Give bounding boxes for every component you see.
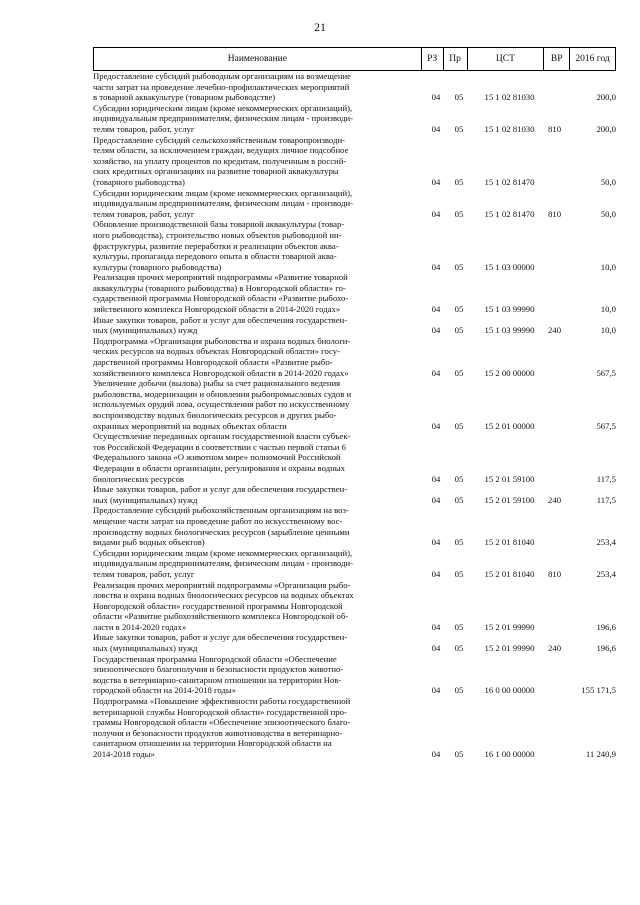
row-rz: 04	[431, 420, 441, 431]
row-name-line: ветеринарной службы Новгородской области» государственной про-	[93, 706, 347, 717]
row-vr: 240	[548, 643, 562, 654]
row-vr	[548, 71, 570, 103]
header-year: 2016 год	[569, 48, 615, 70]
table-row	[93, 315, 616, 336]
row-name-line: телям товаров, работ, услуг	[93, 123, 195, 134]
row-name-line: ласти в 2014-2020 годах»	[93, 621, 187, 632]
row-rz: 04	[431, 367, 441, 378]
table-row	[93, 103, 616, 135]
row-name-line: аквакультуры (товарного рыбоводства) в Новгородской области» го-	[93, 282, 346, 293]
row-sum: 10,0	[600, 304, 616, 315]
row-name-line: Увеличение добычи (вылова) рыбы за счет рационального ведения	[93, 378, 341, 389]
row-name-line: ных (муниципальных) нужд	[93, 494, 198, 505]
row-name-line: Иные закупки товаров, работ и услуг для обеспечения государствен-	[93, 484, 348, 495]
row-rz: 04	[431, 685, 441, 696]
header-vr: ВР	[543, 48, 569, 70]
row-name-line: 2014-2018 годы»	[93, 749, 155, 759]
row-sum: 567,5	[596, 420, 616, 431]
row-name-line: индивидуальным предпринимателям, физическим лицам - производи-	[93, 113, 354, 124]
row-sum: 253,4	[596, 537, 616, 548]
row-name-line: мещение части затрат на проведение работ по искусственному вос-	[93, 515, 343, 526]
row-sum: 567,5	[596, 367, 616, 378]
row-name-line: Подпрограмма «Организация рыболовства и охрана водных биологи-	[93, 335, 351, 346]
row-name-line: биологических ресурсов	[93, 473, 185, 484]
row-name	[93, 654, 425, 696]
row-name-line: производству водных биологических ресурсов (зарыбление ценными	[93, 526, 350, 537]
row-cst: 15 2 01 81040	[484, 537, 535, 548]
row-name-line: области «Развитие рыбохозяйственного комплекса Новгородской об-	[93, 611, 349, 622]
row-name-line: воспроизводству водных биологических ресурсов и других рыбо-	[93, 410, 337, 420]
row-vr	[548, 580, 570, 633]
row-sum: 200,0	[596, 92, 616, 103]
table-row	[93, 188, 616, 220]
header-pr: Пр	[443, 48, 467, 70]
row-cst: 15 2 01 00000	[484, 420, 535, 431]
header-name: Наименование	[227, 54, 287, 64]
row-name-line: Подпрограмма «Повышение эффективности работы государственной	[93, 696, 351, 707]
row-name-line: Субсидии юридическим лицам (кроме некоммерческих организаций),	[93, 547, 353, 558]
row-vr: 810	[548, 208, 562, 219]
row-pr: 05	[454, 92, 464, 103]
row-pr: 05	[454, 367, 464, 378]
row-pr: 05	[454, 643, 464, 654]
row-sum: 50,0	[600, 208, 616, 219]
row-name	[93, 315, 425, 336]
row-name	[93, 272, 425, 314]
row-cst: 15 1 02 81470	[484, 208, 535, 219]
row-name-line: санитарном отношении на территории Новгородской области на	[93, 738, 332, 749]
row-vr	[548, 431, 570, 484]
row-name-line: хозяйственного комплекса Новгородской области в 2014-2020 годах»	[93, 367, 349, 378]
row-name-line: Реализация прочих мероприятий подпрограммы «Организация рыбо-	[93, 579, 351, 590]
table-row	[93, 71, 616, 103]
row-vr	[548, 135, 570, 188]
table-body	[93, 71, 616, 760]
row-name-line: индивидуальным предпринимателям, физическим лицам - производи-	[93, 558, 354, 569]
row-rz: 04	[431, 643, 441, 654]
row-name-line: культуры (товарного рыбоводства)	[93, 261, 222, 272]
table-row	[93, 696, 616, 760]
row-rz: 04	[431, 304, 441, 315]
table-row	[93, 135, 616, 188]
page-number: 21	[314, 20, 326, 34]
row-name	[93, 548, 425, 580]
row-rz: 04	[431, 176, 441, 187]
row-name-line: Осуществление переданных органам государственной власти субъек-	[93, 431, 351, 442]
row-name-line: ловства и охрана водных биологических ресурсов на водных объектах	[93, 590, 354, 601]
row-name-line: видами рыб водных объектов)	[93, 537, 205, 548]
row-name-line: граммы Новгородской области «Обеспечение эпизоотического благо-	[93, 717, 351, 728]
row-name-line: тов Российской Федерации в соответствии с частью первой статьи 6	[93, 441, 346, 452]
row-cst: 15 1 03 99990	[484, 304, 535, 315]
row-name-line: охранных мероприятий на водных объектах области	[93, 420, 287, 431]
row-name-line: зяйственного комплекса Новгородской области в 2014-2020 годах»	[93, 304, 341, 315]
row-name	[93, 103, 425, 135]
row-name	[93, 632, 425, 653]
table-row	[93, 580, 616, 633]
table-row	[93, 654, 616, 696]
row-pr: 05	[454, 420, 464, 431]
row-rz: 04	[431, 208, 441, 219]
row-name-line: ческих ресурсов на водных объектах Новгородской области» госу-	[93, 346, 341, 357]
row-cst: 15 1 02 81030	[484, 92, 535, 103]
row-name-line: телям товаров, работ, услуг	[93, 208, 195, 219]
row-vr	[548, 505, 570, 547]
table-row	[93, 272, 616, 314]
row-name-line: ских кредитных организациях на развитие товарной аквакультуры	[93, 166, 339, 177]
row-cst: 15 2 01 99990	[484, 643, 535, 654]
row-name-line: Федерального закона «О животном мире» полномочий Российской	[93, 452, 341, 463]
row-vr	[548, 654, 570, 696]
table-row	[93, 632, 616, 653]
row-pr: 05	[454, 304, 464, 315]
row-name-line: рыболовства, модернизации и обновления рыбопромысловых судов и	[93, 388, 352, 399]
row-name-line: фраструктуры, развитие переработки и реализации объектов аква-	[93, 240, 339, 251]
row-vr	[548, 696, 570, 760]
row-vr: 810	[548, 123, 562, 134]
table-row	[93, 219, 616, 272]
row-name-line: получия и безопасности продуктов животноводства в ветеринарно-	[93, 727, 343, 738]
row-rz: 04	[431, 473, 441, 484]
row-vr	[548, 378, 570, 431]
table-row	[93, 336, 616, 378]
row-pr: 05	[454, 568, 464, 579]
row-name-line: индивидуальным предпринимателям, физическим лицам - производи-	[93, 198, 354, 209]
row-rz: 04	[431, 92, 441, 103]
row-pr: 05	[454, 261, 464, 272]
row-sum: 50,0	[600, 176, 616, 187]
table-header	[93, 47, 616, 71]
row-name	[93, 580, 425, 633]
row-name	[93, 505, 425, 547]
row-pr: 05	[454, 494, 464, 505]
row-name	[93, 135, 425, 188]
row-rz: 04	[431, 621, 441, 632]
row-name-line: городской области на 2014-2018 годы»	[93, 685, 237, 696]
row-cst: 15 2 01 59100	[484, 494, 535, 505]
row-pr: 05	[454, 123, 464, 134]
row-pr: 05	[454, 473, 464, 484]
row-pr: 05	[454, 208, 464, 219]
row-name-line: эпизоотического благополучия и безопасности продуктов животно-	[93, 664, 344, 675]
row-name-line: Реализация прочих мероприятий подпрограммы «Развитие товарной	[93, 272, 348, 283]
row-name	[93, 71, 425, 103]
row-rz: 04	[431, 325, 441, 336]
row-name-line: дарственной программы Новгородской области «Развитие рыбо-	[93, 357, 333, 368]
row-vr: 240	[548, 325, 562, 336]
table-row	[93, 484, 616, 505]
row-name	[93, 219, 425, 272]
row-name-line: (товарного рыбоводства)	[93, 176, 185, 187]
table-row	[93, 505, 616, 547]
row-sum: 117,5	[596, 473, 616, 484]
row-name-line: ного рыбоводства), строительство новых объектов рыбоводной ин-	[93, 229, 342, 240]
row-cst: 15 1 02 81030	[484, 123, 535, 134]
row-cst: 15 2 01 81040	[484, 568, 535, 579]
row-vr: 810	[548, 568, 562, 579]
row-name-line: Федерации в области организации, регулирования и охраны водных	[93, 462, 345, 473]
row-rz: 04	[431, 494, 441, 505]
row-rz: 04	[431, 537, 441, 548]
row-name-line: Предоставление субсидий рыбоводным организациям на возмещение	[93, 71, 351, 81]
row-name	[93, 188, 425, 220]
table-row	[93, 378, 616, 431]
row-cst: 15 1 03 99990	[484, 325, 535, 336]
row-name-line: водства в ветеринарно-санитарном отношении на территории Нов-	[93, 674, 342, 685]
row-rz: 04	[431, 261, 441, 272]
row-cst: 15 2 00 00000	[484, 367, 535, 378]
row-pr: 05	[454, 621, 464, 632]
header-rz: РЗ	[421, 48, 443, 70]
row-pr: 05	[454, 685, 464, 696]
row-name-line: ных (муниципальных) нужд	[93, 325, 198, 336]
row-pr: 05	[454, 537, 464, 548]
row-rz: 04	[431, 123, 441, 134]
row-name-line: части затрат на проведение лечебно-профилактических мероприятий	[93, 81, 350, 92]
row-cst: 15 1 03 00000	[484, 261, 535, 272]
row-sum: 11 240,9	[585, 749, 616, 759]
table-row	[93, 548, 616, 580]
row-name	[93, 336, 425, 378]
row-name-line: Предоставление субсидий рыбохозяйственным организациям на воз-	[93, 505, 349, 516]
table-row	[93, 431, 616, 484]
row-name	[93, 378, 425, 431]
row-name-line: используемых орудий лова, осуществления работ по искусственному	[93, 399, 350, 410]
header-cst: ЦСТ	[467, 48, 544, 70]
row-name-line: Государственная программа Новгородской области «Обеспечение	[93, 653, 337, 664]
row-name-line: Субсидии юридическим лицам (кроме некоммерческих организаций),	[93, 187, 353, 198]
row-sum: 196,6	[596, 621, 616, 632]
row-name-line: Новгородской области» государственной программы Новгородской	[93, 600, 343, 611]
row-sum: 10,0	[600, 261, 616, 272]
row-name-line: Иные закупки товаров, работ и услуг для обеспечения государствен-	[93, 314, 348, 325]
row-vr	[548, 219, 570, 272]
row-sum: 253,4	[596, 568, 616, 579]
row-sum: 200,0	[596, 123, 616, 134]
row-name	[93, 484, 425, 505]
row-cst: 15 2 01 59100	[484, 473, 535, 484]
row-vr	[548, 272, 570, 314]
row-name-line: телям товаров, работ, услуг	[93, 568, 195, 579]
row-rz: 04	[431, 749, 441, 759]
row-pr: 05	[454, 325, 464, 336]
row-name-line: Иные закупки товаров, работ и услуг для обеспечения государствен-	[93, 632, 348, 643]
row-cst: 15 1 02 81470	[484, 176, 535, 187]
row-cst: 15 2 01 99990	[484, 621, 535, 632]
row-name-line: телям области, за исключением граждан, ведущих личное подсобное	[93, 145, 349, 156]
row-vr: 240	[548, 494, 562, 505]
row-cst: 16 0 00 00000	[484, 685, 535, 696]
row-name-line: хозяйство, на уплату процентов по кредитам, полученным в россий-	[93, 155, 347, 166]
row-name	[93, 696, 425, 760]
row-name-line: в товарной аквакультуре (товарном рыбоводстве)	[93, 92, 276, 103]
row-name-line: Предоставление субсидий сельскохозяйственным товаропроизводи-	[93, 134, 345, 145]
row-name	[93, 431, 425, 484]
row-name-line: культуры, пропаганда передового опыта в области товарной аква-	[93, 251, 337, 262]
budget-table	[93, 47, 616, 760]
row-name-line: сударственной программы Новгородской области «Развитие рыбохо-	[93, 293, 349, 304]
row-name-line: Обновление производственной базы товарной аквакультуры (товар-	[93, 219, 345, 230]
row-pr: 05	[454, 176, 464, 187]
row-sum: 155 171,5	[581, 685, 616, 696]
row-name-line: Субсидии юридическим лицам (кроме некоммерческих организаций),	[93, 102, 353, 113]
row-sum: 196,6	[596, 643, 616, 654]
row-pr: 05	[454, 749, 464, 759]
row-name-line: ных (муниципальных) нужд	[93, 643, 198, 654]
row-sum: 10,0	[600, 325, 616, 336]
row-cst: 16 1 00 00000	[484, 749, 535, 759]
row-rz: 04	[431, 568, 441, 579]
row-sum: 117,5	[596, 494, 616, 505]
row-vr	[548, 336, 570, 378]
